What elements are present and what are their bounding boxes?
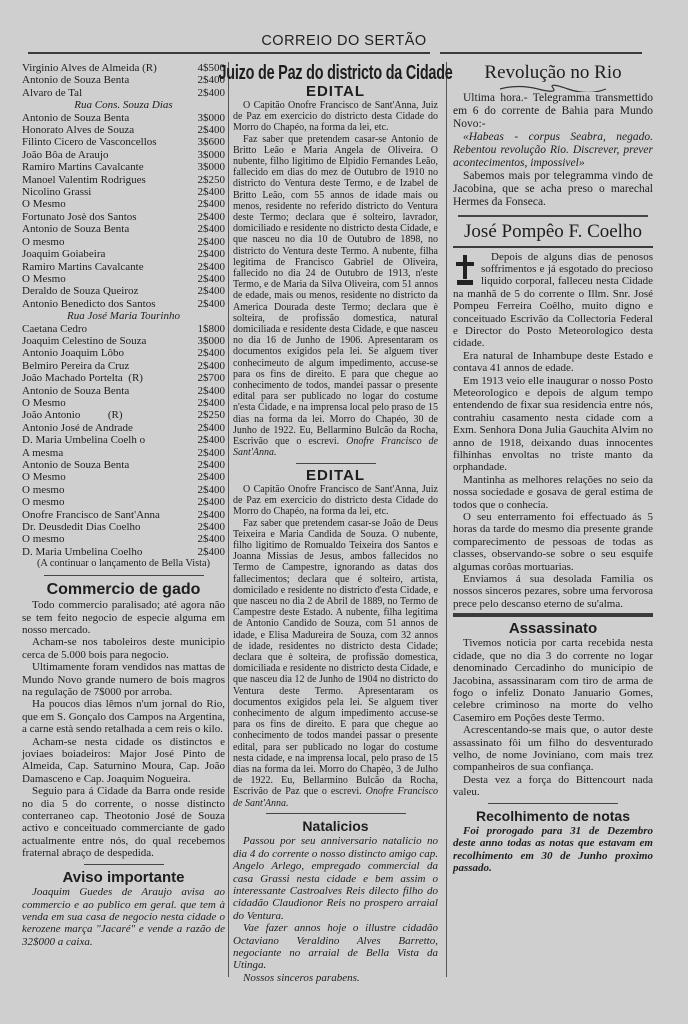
taxpayer-name: Antonio de Souza Benta bbox=[22, 74, 130, 87]
taxpayer-name: Ramiro Martins Cavalcante bbox=[22, 161, 144, 174]
paragraph: Tivemos noticia por carta recebida nesta cidade, que no dia 3 do corrente no logar denominado Cercadinho do municipio de Jacobina, assassinaram com tiro de arma de fogo o infeliz Donato Januario Gomes, celebre criminoso na morte do velho Casemiro em Poções deste Termo. bbox=[453, 637, 653, 724]
tax-amount: 2$400 bbox=[197, 186, 225, 199]
column-editais bbox=[218, 62, 453, 984]
tax-amount: 2$400 bbox=[197, 521, 225, 534]
edital-heading: EDITAL bbox=[305, 467, 366, 484]
tax-list-row bbox=[22, 261, 225, 273]
paragraph: Passou por seu anniversario natalicio no dia 4 do corrente o nosso distincto amigo cap. Angelo Arlego, empregado commercial da casa Grassi nesta cidade e bem assim o interessante Castroalves Reis dilecto filho do cidadão Claudionor Reis no prospero arraial do Ventura. bbox=[233, 835, 438, 922]
taxpayer-name: O mesmo bbox=[22, 496, 65, 509]
paragraph: Desta vez a força do Bittencourt nada valeu. bbox=[453, 773, 653, 799]
article-title-obituario: José Pompêo F. Coelho bbox=[464, 220, 642, 242]
edital-signature: Onofre Francisco de Sant'Anna. bbox=[233, 786, 439, 809]
tax-list-row bbox=[22, 136, 225, 148]
paragraph: Seguio para á Cidade da Barra onde reside no dia 5 do corrente, o nosse distincto conterraneo cap. Theotonio José de Souza activo e conceituado commerciante de gado actualmente entre nós, do qual recebemos fraternal abraço de despedida. bbox=[22, 785, 225, 860]
tax-amount: 2$700 bbox=[197, 372, 225, 385]
tax-list-a bbox=[22, 62, 225, 99]
article-body-recolhimento: Foi prorogado para 31 de Dezembro deste anno todas as notas que estavam em recolhimento em 30 de Junho proximo passado. bbox=[453, 825, 653, 875]
tax-list-row bbox=[22, 124, 225, 136]
tax-list-row bbox=[22, 335, 225, 347]
tax-amount: 3$000 bbox=[197, 334, 225, 347]
edital-text: Faz saber que pretendem casar-se Antonio de Britto Leão e Maria Angela de Oliveira. O nubente, filho ligitimo de Elpidio Fernandes Leão, fallecido em dias do mez de Outubro de 1910 no districto do Ventura deste Termo, e de Izabel de Britto Leão, com 55 annos de idade mais ou menos, residente no referido districto do Ventura deste Termo; declara que é solteiro, lavrador, domiciliado e residente no districto desta Cidade, e que nasceu no dia 10 de Outubro de 1898, no districto do Ventura deste Termo. A nubente, filha legitima de Francisco Gabriel de Oliveira, fallecido no dia 24 de Outubro de 1913, n'este Termo, e de Maria da Silva Oliveira, com 51 annos de edade, mais ou menos, residente no districto da America Dourada deste Termo; declara que è solteira, de profissão domestica, natural domiciliada e residente desta Cidade, e que nasceu no dia 16 de Junho de 1906. Apresentaram os documentos exigidos pela lei. Se alguem tiver conhecimeuto de algum impedimento, accuse-se para os fins de direito. E para que chegue ao conhecimento de todos, mandei passar o presente edital para ser publicado no logar do costume n'esta Cidade, e na imprensa local pelo praso de 15 dias na forma da lei. Morro do Chapéo, 30 de Junho de 1922. Eu, Bellarmino Bulcão da Rocha, Escrivão que o escrevi. bbox=[233, 133, 438, 448]
tax-list-row bbox=[22, 74, 225, 86]
tax-list-row bbox=[22, 62, 225, 74]
separator bbox=[453, 246, 653, 248]
article-body-aviso: Joaquim Guedes de Araujo avisa ao commercio e ao publico em geral. que tem à venda em sua casa de negocio nesta cidade o kerozene marça "Jacaré" e vende a razão de 32$000 a caixa. bbox=[22, 886, 225, 948]
article-title-recolhimento: Recolhimento de notas bbox=[475, 808, 631, 825]
taxpayer-name: O mesmo bbox=[22, 533, 65, 546]
paragraph: Nossos sinceros parabens. bbox=[243, 971, 360, 984]
tax-list-row bbox=[22, 174, 225, 186]
tax-list-row bbox=[22, 347, 225, 359]
paragraph: O seu enterramento foi effectuado ás 5 horas da tarde do mesmo dia presente grande comparecimento de pessoas de todas as classes, observando-se sobre o seu esquife algumas corôas mortuarias. bbox=[453, 511, 653, 573]
taxpayer-name: João Antonio (R) bbox=[22, 409, 123, 422]
tax-list-row bbox=[22, 471, 225, 483]
paragraph: Vae fazer annos hoje o illustre cidadão Octaviano Veraldino Alves Barretto, negociante no arraial de Bella Vista da Utinga. bbox=[233, 922, 438, 972]
masthead-rule-right bbox=[440, 52, 642, 54]
tax-list-row bbox=[22, 509, 225, 521]
paragraph: Depois de alguns dias de penosos soffrimentos e já esgotado do precioso liquido corporal, falleceu nesta Cidade na manhã de 5 do corrente o Illm. Snr. José Pompeu Ferreira Coêlho, muito digno e conceituado Escrivão da Collectoria Federal e Director do Posto Meteorologico desta cidade. bbox=[453, 250, 653, 350]
tax-amount: 3$600 bbox=[197, 136, 225, 149]
tax-list-row bbox=[22, 533, 225, 545]
tax-amount: 2$400 bbox=[197, 260, 225, 273]
tax-list-row bbox=[22, 211, 225, 223]
taxpayer-name: D. Maria Umbelina Coelho bbox=[22, 545, 143, 558]
tax-amount: 4$500 bbox=[197, 62, 225, 74]
tax-amount: 2$400 bbox=[197, 347, 225, 360]
paragraph: Acham-se nesta cidade os distinctos e joviaes boiadeiros: Major José Pinto de Almeida, Cap. Saturnino Moura, Cap. João Damasceno e Cap. Joaquim Nogueira. bbox=[22, 735, 225, 785]
article-body-obituario bbox=[453, 251, 653, 611]
taxpayer-name: João Bôa de Araujo bbox=[22, 148, 109, 161]
edital-intro: O Capitão Onofre Francisco de Sant'Anna, Juiz de Paz em exercicio do districto desta Cidade do Morro do Chapéo, na forma da lei, etc. bbox=[233, 100, 438, 134]
tax-amount: 2$250 bbox=[197, 409, 225, 422]
tax-list-row bbox=[22, 459, 225, 471]
tax-amount: 2$400 bbox=[197, 124, 225, 137]
taxpayer-name: Manoel Valentim Rodrigues bbox=[22, 173, 146, 186]
tax-list-row bbox=[22, 360, 225, 372]
article-title-assassinato: Assassinato bbox=[508, 620, 598, 638]
tax-list-row bbox=[22, 149, 225, 161]
tax-list-row bbox=[22, 496, 225, 508]
edital-body bbox=[233, 134, 438, 459]
cross-icon bbox=[453, 253, 477, 287]
taxpayer-name: Belmiro Pereira da Cruz bbox=[22, 359, 130, 372]
taxpayer-name: Antonio de Souza Benta bbox=[22, 384, 130, 397]
tax-list-row bbox=[22, 409, 225, 421]
taxpayer-name: O Mesmo bbox=[22, 396, 66, 409]
paragraph: Sabemos mais por telegramma vindo de Jacobina, que se acha preso o marechal Hermes da Fonseca. bbox=[453, 170, 653, 208]
paragraph: Ha poucos dias lêmos n'um jornal do Rio, que em S. Gonçalo dos Campos na Argentina, a carne està sendo retalhada a cem reis o kilo. bbox=[22, 698, 225, 736]
masthead-title: CORREIO DO SERTÃO bbox=[261, 33, 427, 49]
edital-intro: O Capitão Onofre Francisco de Sant'Anna, Juiz de Paz em exercicio do districto desta Cidade do Morro do Chapéo, na forma da lei, etc. bbox=[233, 484, 438, 518]
tax-amount: 2$400 bbox=[197, 248, 225, 261]
paragraph: Enviamos á sua desolada Familia os nossos sinceros pezares, sobre uma fervorosa prece pelo descanso eterno de su'alma. bbox=[453, 573, 653, 610]
tax-amount: 2$400 bbox=[197, 359, 225, 372]
taxpayer-name: Ramiro Martins Cavalcante bbox=[22, 260, 144, 273]
article-title-commercio: Commercio de gado bbox=[46, 581, 201, 599]
taxpayer-name: Fortunato Josè dos Santos bbox=[22, 210, 137, 223]
tax-amount: 2$400 bbox=[197, 297, 225, 310]
tax-amount: 2$400 bbox=[197, 434, 225, 447]
taxpayer-name: Virginio Alves de Almeida (R) bbox=[22, 62, 157, 74]
paragraph: Era natural de Inhambupe deste Estado e contava 41 annos de edade. bbox=[453, 349, 653, 375]
tax-amount: 2$400 bbox=[197, 496, 225, 509]
street-heading: Rua José Maria Tourinho bbox=[67, 310, 180, 323]
separator bbox=[266, 813, 406, 815]
tax-amount: 2$400 bbox=[197, 446, 225, 459]
paragraph: Acrescentando-se mais que, o autor deste assassinato fôi um filho do desventurado velho, de nome Joviniano, com mais trez companheiros de sua confiança. bbox=[453, 724, 653, 774]
edital-text: Faz saber que pretendem casar-se João de Deus Teixeira e Maria Candida de Souza. O nubente, filho ligitimo de Romualdo Teixeira dos Santos e Joanna Missias de Jesus, ambos fallecidos no Termo de Campestre, ignorando as datas dos fallecimentos; declara que é solteiro, artista, domicilado e residente no districto d'esta Cidade, e que nasceu no dia 2 de Abril de 1889, no Termo de Campestre deste Estado. A nubente, filha legitima de Antonio Candido de Souza, com 51 annos de idade, e Elisa Madureira de Souza, com 32 annos de idade, residentes no districto desta Cidade; declara que è solteira, de profissão domestica, domiciliada e residente no districto desta Cidade, e que nasceu dia 12 de Junho de 1904 no districto do Ventura deste Termo. Apresentaram os documentos exigidos pela lei. Se alguem tiver conhecimento de algum impedimento accuse-se para os fins de direito. E para que chegue ao conhecimento de todos mandei passar o presente edital, para ser publicado no logar do costume nesta cidade, e na imprensa local, pelo praso de 15 dias na forma da lei. Morro do Chapèo, 3 de Julho de 1922. Eu, Bellarmino Bulcão da Rocha, Escrivão de Paz que o escrevi. bbox=[233, 517, 438, 798]
telegram-quote: «Habeas - corpus Seabra, negado. Rebentou revolução Rio. Discrever, prever acontecimentos, impossivel» bbox=[453, 131, 653, 169]
edital-signature: Onofre Francisco de Sant'Anna. bbox=[233, 436, 438, 459]
tax-amount: 3$000 bbox=[197, 161, 225, 174]
continue-note: (A continuar o lançamento de Bella Vista) bbox=[36, 558, 211, 570]
taxpayer-name: O Mesmo bbox=[22, 471, 66, 484]
taxpayer-name: Antonio Joaquim Lôbo bbox=[22, 347, 125, 360]
tax-list-row bbox=[22, 285, 225, 297]
paragraph: Ultima hora.- Telegramma transmettido em 6 do corrente de Bahia para Mundo Novo:- bbox=[453, 92, 653, 130]
tax-list-row bbox=[22, 112, 225, 124]
taxpayer-name: Antonio Benedicto dos Santos bbox=[22, 297, 156, 310]
ornament-flourish bbox=[498, 84, 608, 92]
paragraph: Ultimamente foram vendidos nas mattas de Mundo Novo grande numero de bois magros na regulação de 7$000 por arroba. bbox=[22, 661, 225, 698]
tax-amount: 2$400 bbox=[197, 74, 225, 87]
paragraph: Mantinha as melhores relações no seio da nossa sociedade e gosava de geral estima de todos que o conhecia. bbox=[453, 473, 653, 511]
street-heading: Rua Cons. Souza Dias bbox=[74, 99, 173, 112]
tax-amount: 2$400 bbox=[197, 421, 225, 434]
column-divider bbox=[446, 62, 447, 977]
tax-list-row bbox=[22, 248, 225, 260]
taxpayer-name: Antonio de Souza Benta bbox=[22, 459, 130, 471]
tax-amount: 2$400 bbox=[197, 210, 225, 223]
taxpayer-name: Joaquim Celestino de Souza bbox=[22, 334, 147, 347]
tax-list-row bbox=[22, 161, 225, 173]
taxpayer-name: Caetana Cedro bbox=[22, 322, 88, 335]
taxpayer-name: O Mesmo bbox=[22, 198, 66, 211]
separator bbox=[458, 215, 648, 217]
tax-amount: 2$400 bbox=[197, 471, 225, 484]
tax-list-row bbox=[22, 198, 225, 210]
tax-amount: 2$400 bbox=[197, 533, 225, 546]
paragraph: Todo commercio paralisado; até agora não se tem feito negocio de especie alguma em nosso mercado. bbox=[22, 599, 225, 636]
tax-amount: 3$000 bbox=[197, 111, 225, 124]
tax-list-row bbox=[22, 546, 225, 558]
taxpayer-name: Alvaro de Tal bbox=[22, 86, 83, 99]
separator bbox=[44, 575, 204, 577]
article-title-natalicios: Natalicios bbox=[302, 818, 369, 835]
taxpayer-name: O mesmo bbox=[22, 235, 65, 248]
taxpayer-name: Antonio de Souza Benta bbox=[22, 111, 130, 124]
tax-amount: 3$000 bbox=[197, 148, 225, 161]
tax-list-b bbox=[22, 112, 225, 311]
tax-amount: 2$400 bbox=[197, 235, 225, 248]
taxpayer-name: Dr. Deusdedit Dias Coelho bbox=[22, 521, 141, 534]
separator bbox=[488, 803, 618, 805]
taxpayer-name: D. Maria Umbelina Coelh o bbox=[22, 434, 146, 447]
tax-amount: 2$400 bbox=[197, 272, 225, 285]
tax-list-row bbox=[22, 298, 225, 310]
separator bbox=[453, 613, 653, 617]
tax-list-row bbox=[22, 385, 225, 397]
tax-list-row bbox=[22, 323, 225, 335]
tax-list-row bbox=[22, 186, 225, 198]
column-tax-list-and-commerce bbox=[22, 62, 225, 948]
separator bbox=[296, 463, 376, 465]
taxpayer-name: Joaquim Goiabeira bbox=[22, 248, 106, 261]
tax-amount: 2$400 bbox=[197, 223, 225, 236]
tax-list-row bbox=[22, 434, 225, 446]
tax-amount: 2$400 bbox=[197, 198, 225, 211]
tax-amount: 2$400 bbox=[197, 459, 225, 471]
edital-body bbox=[233, 518, 438, 809]
taxpayer-name: Honorato Alves de Souza bbox=[22, 124, 135, 137]
tax-list-row bbox=[22, 484, 225, 496]
tax-list-row bbox=[22, 372, 225, 384]
taxpayer-name: Filinto Cicero de Vasconcellos bbox=[22, 136, 157, 149]
taxpayer-name: Deraldo de Souza Queiroz bbox=[22, 285, 139, 298]
tax-list-row bbox=[22, 447, 225, 459]
masthead-rule-left bbox=[28, 52, 430, 54]
section-title-juizo: Juizo de Paz do districto da Cidade bbox=[218, 62, 453, 84]
taxpayer-name: O Mesmo bbox=[22, 272, 66, 285]
tax-list-row bbox=[22, 422, 225, 434]
tax-list-row bbox=[22, 223, 225, 235]
tax-amount: 2$400 bbox=[197, 86, 225, 99]
tax-amount: 2$400 bbox=[197, 483, 225, 496]
tax-list-row bbox=[22, 87, 225, 99]
tax-list-c bbox=[22, 323, 225, 559]
tax-list-row bbox=[22, 397, 225, 409]
tax-list-row bbox=[22, 273, 225, 285]
article-title-aviso: Aviso importante bbox=[62, 869, 185, 887]
column-divider bbox=[228, 62, 229, 977]
taxpayer-name: Onofre Francisco de Sant'Anna bbox=[22, 508, 160, 521]
tax-amount: 2$400 bbox=[197, 396, 225, 409]
paragraph: Em 1913 veio elle inaugurar o nosso Posto Meteorologico e depois de algum tempo entendendo de fixar sua residencia entre nós, contrahiu casamento nesta cidade com a Exm. Senhora Dona Julia Gauchita Alvim no anno de 1918, deixando duas innocentes filhinhas envoltas no triste manto da orphandade. bbox=[453, 374, 653, 474]
column-news bbox=[453, 62, 653, 875]
taxpayer-name: Nicolino Grassi bbox=[22, 186, 92, 199]
taxpayer-name: Antonio de Souza Benta bbox=[22, 223, 130, 236]
separator bbox=[84, 864, 164, 866]
tax-amount: 2$400 bbox=[197, 384, 225, 397]
tax-amount: 2$250 bbox=[197, 173, 225, 186]
tax-amount: 2$400 bbox=[197, 508, 225, 521]
taxpayer-name: O mesmo bbox=[22, 483, 65, 496]
taxpayer-name: João Machado Portelta (R) bbox=[22, 372, 143, 385]
article-title-revolucao: Revolução no Rio bbox=[484, 62, 622, 83]
article-body-commercio bbox=[22, 599, 225, 860]
paragraph: Acham-se nos taboleiros deste municipio cerca de 5.000 bois para negocio. bbox=[22, 636, 225, 661]
taxpayer-name: Antonio José de Andrade bbox=[22, 421, 133, 434]
tax-amount: 2$400 bbox=[197, 545, 225, 558]
tax-amount: 2$400 bbox=[197, 285, 225, 298]
tax-amount: 1$800 bbox=[197, 322, 225, 335]
edital-heading: EDITAL bbox=[305, 83, 366, 100]
taxpayer-name: A mesma bbox=[22, 446, 64, 459]
tax-list-row bbox=[22, 236, 225, 248]
tax-list-row bbox=[22, 521, 225, 533]
